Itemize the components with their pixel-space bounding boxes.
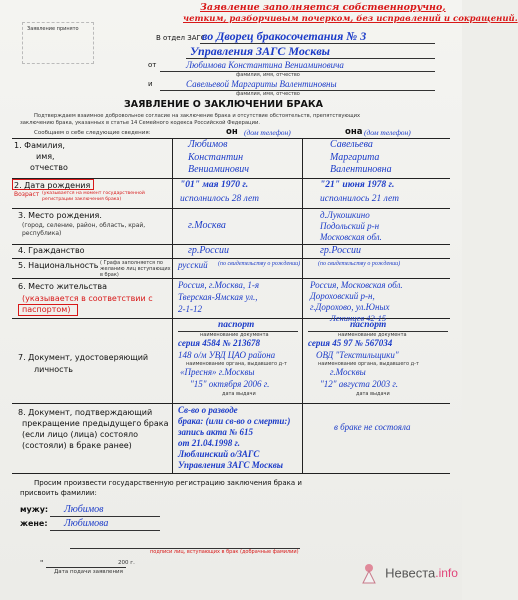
col-he: он [226,127,238,137]
she-divorce: в браке не состояла [334,422,411,432]
row7-label: 7. Документ, удостоверяющий [18,353,149,362]
she-nationality-note: (по свидетельству о рождении) [318,261,401,267]
she-surname: Савельева [330,139,373,150]
signature-caption: подписи лиц, вступающих в брак (добрачные фамилии) [150,549,299,555]
watermark [358,562,458,584]
he-doc-issuer: 148 о/м УВД ЦАО района [178,350,276,360]
fill-note-line1: Заявление заполняется собственноручно, [200,2,446,13]
row2-label: 2. Дата рождения [14,181,91,190]
she-doc-issuer: ОВД "Текстильщики" [316,350,399,360]
he-doc-issuer2: «Пресня» г.Москвы [180,367,255,377]
age-note: (указывается на момент государственной регистрации заключения брака) [42,191,145,202]
watermark-suffix: .info [435,566,458,580]
wife-surname: Любимова [64,518,109,529]
she-residence-3: г.Дорохово, ул.Юных [310,302,390,312]
row4-label: 4. Гражданство [18,246,85,255]
row6-sub1: (указывается в соответствии с [22,294,153,303]
she-birthplace-1: д.Лукошкино [320,210,370,220]
she-patronymic: Валентиновна [330,164,392,175]
row5-label: 5. Национальность [18,261,99,270]
he-doc-caption: наименование документа [200,332,269,338]
row8-label: 8. Документ, подтверждающий [18,408,153,417]
office-line2: Управления ЗАГС Москвы [190,44,331,58]
row6-sub2: паспортом) [22,305,71,314]
she-doc-issuer2: г.Москвы [330,367,366,377]
she-citizenship: гр.России [320,245,362,256]
he-divorce-5: Люблинский о/ЗАГС [178,449,260,459]
request-line2: присвоить фамилии: [20,489,97,497]
she-doc-caption: наименование документа [338,332,407,338]
she-date-caption: дата выдачи [356,391,390,397]
bride-fio-caption: фамилия, имя, отчество [236,91,300,97]
she-doc-type: паспорт [350,320,387,330]
groom-fio-caption: фамилия, имя, отчество [236,72,300,78]
he-residence-2: Тверская-Ямская ул., [178,292,258,302]
he-name: Константин [188,152,244,163]
row3-sub: (город, селение, район, область, край, республика) [22,222,146,237]
he-doc-date: "15" октября 2006 г. [190,379,270,389]
row3-label: 3. Место рождения. [18,211,102,220]
wife-label: жене: [20,519,48,528]
he-issuer-caption: наименование органа, выдавшего д-т [186,361,287,367]
he-residence-1: Россия, г.Москва, 1-я [178,280,260,290]
she-issuer-caption: наименование органа, выдавшего д-т [318,361,419,367]
intro-line1: Подтверждаем взаимное добровольное согласие на заключение брака и отсутствие обстоятельств, препятствующих [34,113,361,119]
bride-logo-icon [358,562,380,584]
col-she-phone: (дом телефон) [364,128,411,137]
bride-full-name: Савельевой Маргариты Валентиновны [186,79,337,89]
she-birthplace-3: Московская обл. [320,232,382,242]
row5-sub: ( Графа заполняется по желанию лиц вступающих в брак) [100,260,171,278]
he-patronymic: Вениаминович [188,164,249,175]
he-citizenship: гр.России [188,245,230,256]
col-he-phone: (дом телефон) [244,128,291,137]
he-divorce-4: от 21.04.1998 г. [178,438,240,448]
she-age: исполнилось 21 лет [320,194,399,204]
row1-label-surname: 1. Фамилия, [14,141,65,150]
he-divorce-1: Св-во о разводе [178,405,238,415]
intro-line3: Сообщаем о себе следующие сведения: [34,130,151,136]
row8-label3: (если лицо (лица) состояло [22,430,139,439]
she-residence-4: Ленинцев 42-15 [330,313,387,323]
husband-label: мужу: [20,505,49,514]
fill-note-line2: четким, разборчивым почерком, без исправлений и сокращений. [183,14,518,24]
he-doc-series: серия 4584 № 213678 [178,338,260,348]
she-residence-2: Дороховский р-н, [310,291,375,301]
date-year: 200 г. [118,560,135,566]
row8-label4: (состояли) в браке ранее) [22,441,132,450]
date-caption: Дата подачи заявления [54,569,123,575]
watermark-brand: Невеста [385,565,436,581]
intro-line2: заключению брака, указанных в статье 14 Семейного кодекса Российской Федерации. [20,120,260,126]
she-name: Маргарита [330,152,380,163]
he-nationality-note: (по свидетельству о рождении) [218,261,301,267]
she-residence-1: Россия, Московская обл. [310,280,403,290]
office-line1: во Дворец бракосочетания № 3 [202,29,367,43]
row1-label-name: имя, [36,152,55,161]
groom-full-name: Любимова Константина Вениаминовича [186,60,344,70]
row8-label2: прекращение предыдущего брака [22,419,169,428]
he-nationality: русский [178,260,208,270]
he-residence-3: 2-1-12 [178,304,202,314]
office-prefix: В отдел ЗАГС [156,34,206,42]
he-dob: "01" мая 1970 г. [180,180,249,190]
husband-surname: Любимов [64,504,104,515]
date-open-quote: " [40,559,44,567]
and-label: и [148,80,153,88]
he-divorce-3: запись акта № 615 [178,427,254,437]
dob-highlight-box [12,179,94,190]
request-line1: Просим произвести государственную регистрацию заключения брака и [34,479,302,487]
form-title: ЗАЯВЛЕНИЕ О ЗАКЛЮЧЕНИИ БРАКА [124,99,324,110]
from-label: от [148,61,157,69]
row6-label: 6. Место жительства [18,282,107,291]
he-age: исполнилось 28 лет [180,194,259,204]
received-stamp-area [22,22,94,64]
he-divorce-2: брака: (или св-во о смерти:) [178,416,291,426]
he-birthplace: г.Москва [188,220,226,231]
he-divorce-6: Управления ЗАГС Москвы [178,460,284,470]
she-doc-date: "12" августа 2003 г. [320,379,398,389]
she-doc-series: серия 45 97 № 567034 [308,338,393,348]
he-date-caption: дата выдачи [222,391,256,397]
she-birthplace-2: Подольский р-н [320,221,380,231]
col-she: она [345,127,363,137]
she-dob: "21" июня 1978 г. [320,180,395,190]
age-label: Возраст [14,191,40,198]
he-surname: Любимов [188,139,228,150]
he-doc-type: паспорт [218,320,255,330]
row7-label2: личность [34,365,73,374]
received-text: Заявление принято [27,26,79,32]
row1-label-patronymic: отчество [30,163,68,172]
